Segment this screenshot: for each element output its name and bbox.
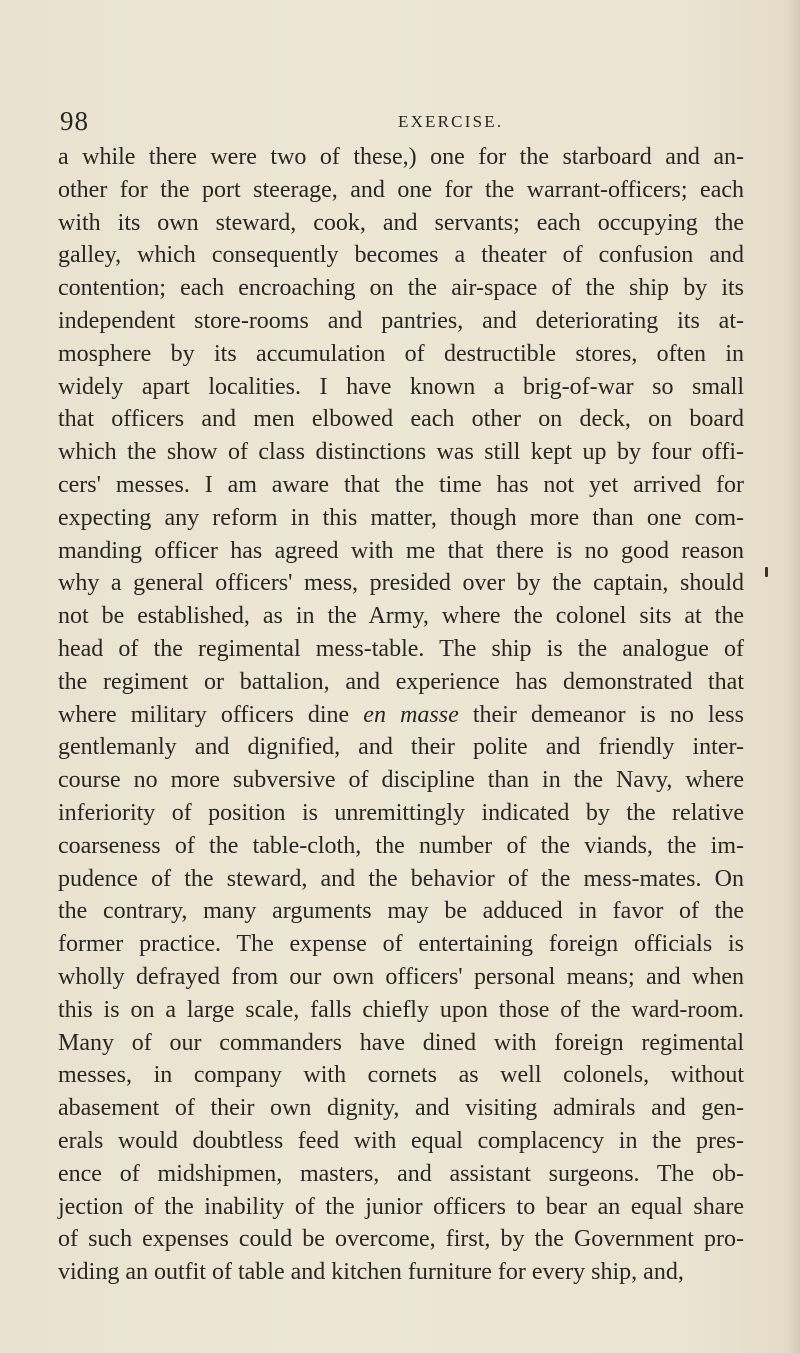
italic-phrase: en masse	[363, 701, 459, 728]
text-line: viding an outfit of table and kitchen furniture for every ship, and,	[58, 1259, 684, 1286]
text-line: jection of the inability of the junior officers to bear an equal share	[58, 1193, 744, 1220]
text-line: messes, in company with cornets as well colonels, without	[58, 1062, 744, 1089]
text-line: galley, which consequently becomes a theater of confusion and	[58, 242, 744, 269]
margin-speck	[765, 567, 768, 577]
body-text	[58, 141, 744, 1289]
text-line: Many of our commanders have dined with foreign regimental	[58, 1029, 744, 1056]
running-head: EXERCISE.	[398, 112, 504, 131]
text-line: head of the regimental mess-table. The ship is the analogue of	[58, 635, 744, 662]
text-segment: their demeanor is no less	[458, 701, 744, 728]
text-line: this is on a large scale, falls chiefly upon those of the ward-room.	[58, 996, 744, 1023]
text-line: other for the port steerage, and one for the warrant-officers; each	[58, 176, 744, 203]
text-line: erals would doubtless feed with equal complacency in the pres-	[58, 1127, 744, 1154]
text-line: former practice. The expense of entertaining foreign officials is	[58, 931, 744, 958]
text-line: widely apart localities. I have known a brig-of-war so small	[58, 373, 744, 400]
text-line: course no more subversive of discipline than in the Navy, where	[58, 767, 744, 794]
text-line: independent store-rooms and pantries, and deteriorating its at-	[58, 307, 744, 334]
text-line: not be established, as in the Army, where the colonel sits at the	[58, 603, 744, 630]
text-line: pudence of the steward, and the behavior of the mess-mates. On	[58, 865, 744, 892]
text-line: gentlemanly and dignified, and their polite and friendly inter-	[58, 734, 744, 761]
text-line: of such expenses could be overcome, first, by the Government pro-	[58, 1226, 744, 1253]
page-header	[60, 106, 750, 146]
page-number: 98	[60, 106, 89, 136]
text-line: mosphere by its accumulation of destructible stores, often in	[58, 340, 744, 367]
text-line: manding officer has agreed with me that there is no good reason	[58, 537, 744, 564]
text-line: a while there were two of these,) one for the starboard and an-	[58, 144, 744, 170]
text-line: with its own steward, cook, and servants; each occupying the	[58, 209, 744, 236]
text-line: wholly defrayed from our own officers' personal means; and when	[58, 963, 744, 990]
text-line: ence of midshipmen, masters, and assistant surgeons. The ob-	[58, 1160, 744, 1187]
text-line: abasement of their own dignity, and visiting admirals and gen-	[58, 1095, 744, 1122]
text-line: contention; each encroaching on the air-space of the ship by its	[58, 275, 744, 302]
text-line: which the show of class distinctions was still kept up by four offi-	[58, 439, 744, 466]
page-edge-shadow	[786, 0, 800, 1353]
text-line: coarseness of the table-cloth, the number of the viands, the im-	[58, 832, 744, 859]
text-line: that officers and men elbowed each other on deck, on board	[58, 406, 744, 433]
text-line: the contrary, many arguments may be adduced in favor of the	[58, 898, 744, 925]
text-line: the regiment or battalion, and experience has demonstrated that	[58, 668, 744, 695]
text-line: why a general officers' mess, presided over by the captain, should	[58, 570, 744, 597]
text-line-mixed	[58, 699, 744, 732]
text-line: expecting any reform in this matter, though more than one com-	[58, 504, 744, 531]
text-segment: where military officers dine	[58, 701, 364, 728]
text-line: inferiority of position is unremittingly indicated by the relative	[58, 799, 744, 826]
text-line: cers' messes. I am aware that the time has not yet arrived for	[58, 471, 744, 498]
